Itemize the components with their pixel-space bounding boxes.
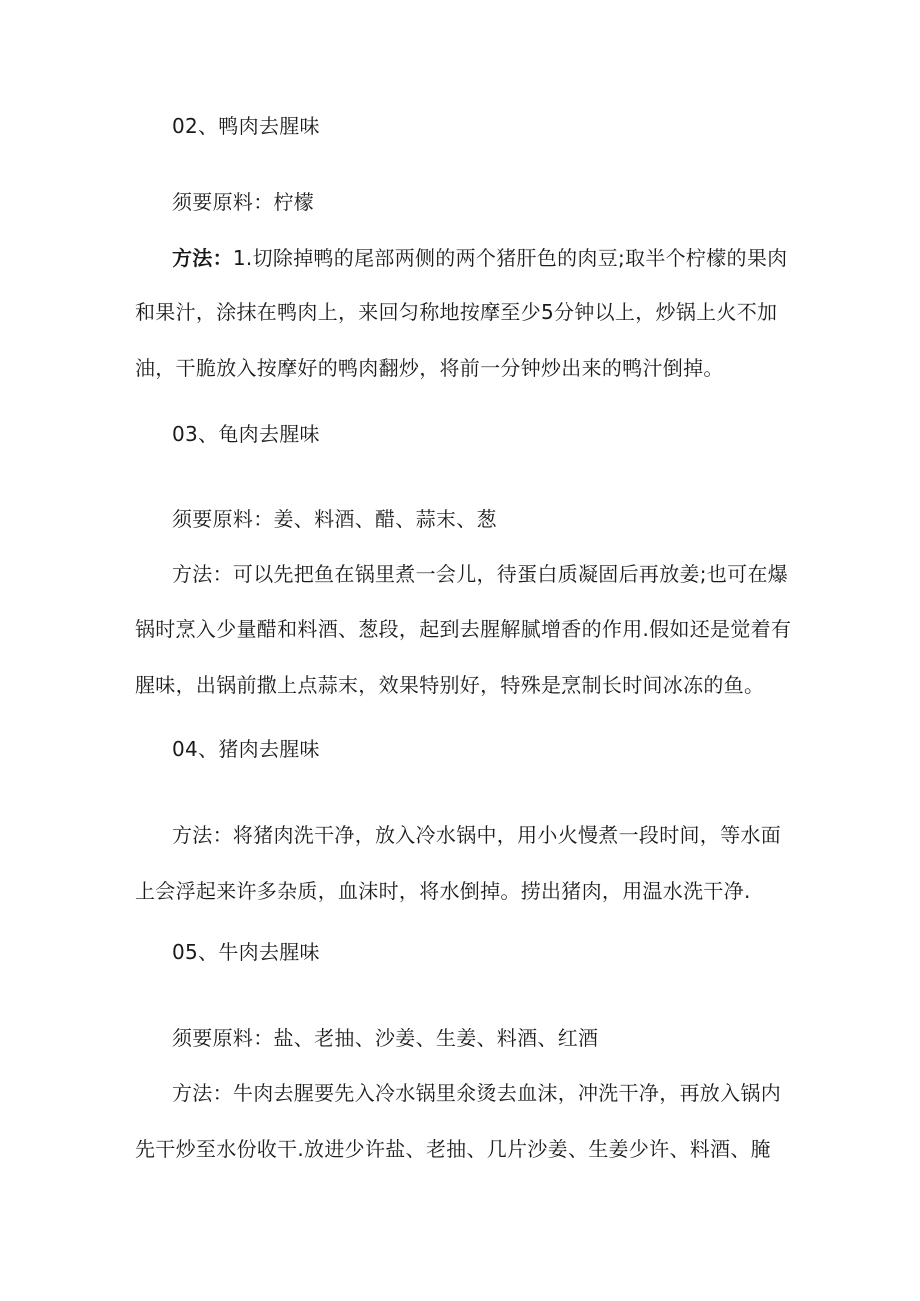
ingredients-beef: 须要原料：盐、老抽、沙姜、生姜、料酒、红酒 [172,1026,599,1050]
ingredients-duck: 须要原料：柠檬 [172,190,315,214]
method-text: 1.切除掉鸭的尾部两侧的两个猪肝色的肉豆;取半个柠檬的果肉 [232,246,788,270]
ingredients-turtle: 须要原料：姜、料酒、醋、蒜末、葱 [172,507,497,531]
method-line-turtle-1: 方法：可以先把鱼在锅里煮一会儿，待蛋白质凝固后再放姜;也可在爆 [172,562,789,586]
method-line-beef-2: 先干炒至水份收干.放进少许盐、老抽、几片沙姜、生姜少许、料酒、腌 [135,1137,771,1161]
method-line-turtle-2: 锅时烹入少量醋和料酒、葱段，起到去腥解腻增香的作用.假如还是觉着有 [135,617,792,641]
method-line-turtle-3: 腥味，出锅前撒上点蒜末，效果特别好，特殊是烹制长时间冰冻的鱼。 [135,673,765,697]
method-line-beef-1: 方法：牛肉去腥要先入冷水锅里氽烫去血沫，冲洗干净，再放入锅内 [172,1081,781,1105]
method-line-duck-1 [172,244,787,272]
section-heading-turtle: 03、龟肉去腥味 [172,422,320,446]
method-line-pork-1: 方法：将猪肉洗干净，放入冷水锅中，用小火慢煮一段时间，等水面 [172,823,781,847]
method-line-duck-3: 油，干脆放入按摩好的鸭肉翻炒，将前一分钟炒出来的鸭汁倒掉。 [135,356,724,380]
section-heading-pork: 04、猪肉去腥味 [172,737,320,761]
section-heading-duck: 02、鸭肉去腥味 [172,114,320,138]
method-label: 方法： [172,246,233,270]
method-line-pork-2: 上会浮起来许多杂质，血沫时，将水倒掉。捞出猪肉，用温水洗干净. [135,879,751,903]
section-heading-beef: 05、牛肉去腥味 [172,940,320,964]
method-line-duck-2: 和果汁，涂抹在鸭肉上，来回匀称地按摩至少5分钟以上，炒锅上火不加 [135,300,778,324]
